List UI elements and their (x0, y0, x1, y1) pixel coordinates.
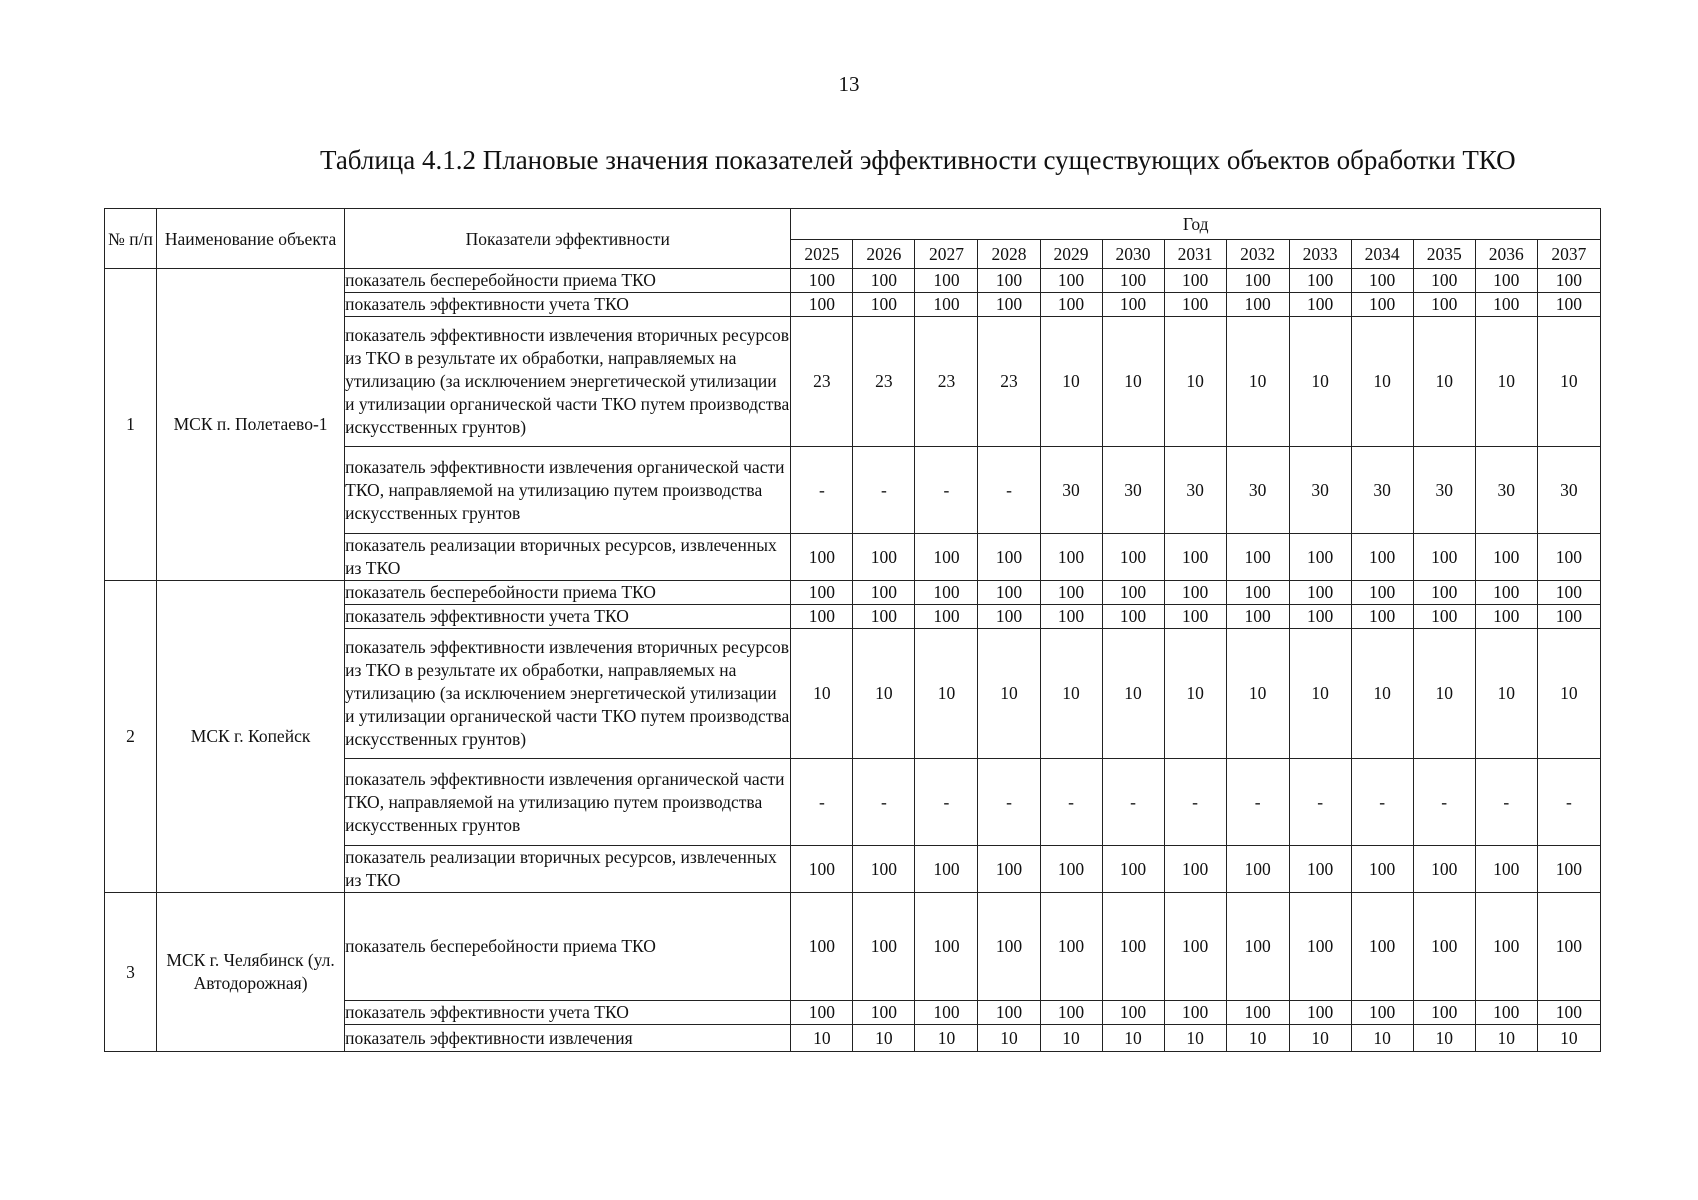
value-cell: 100 (1537, 581, 1600, 605)
year-header-2032: 2032 (1226, 240, 1289, 269)
value-cell: 10 (1102, 1025, 1164, 1052)
year-header-2030: 2030 (1102, 240, 1164, 269)
value-cell: 100 (1413, 846, 1475, 893)
value-cell: 10 (1413, 317, 1475, 447)
indicator-name: показатель эффективности учета ТКО (345, 1001, 791, 1025)
value-cell: 100 (915, 846, 978, 893)
value-cell: 10 (1475, 317, 1537, 447)
value-cell: 100 (915, 534, 978, 581)
value-cell: 100 (1040, 293, 1102, 317)
value-cell: - (853, 759, 915, 846)
value-cell: 30 (1289, 447, 1351, 534)
value-cell: - (915, 759, 978, 846)
value-cell: 100 (791, 1001, 853, 1025)
value-cell: 100 (1351, 269, 1413, 293)
indicator-name: показатель реализации вторичных ресурсов, извлеченных из ТКО (345, 534, 791, 581)
table-row (105, 893, 1601, 1001)
year-header-2033: 2033 (1289, 240, 1351, 269)
value-cell: 100 (1289, 581, 1351, 605)
value-cell: 100 (853, 293, 915, 317)
value-cell: 10 (1537, 317, 1600, 447)
value-cell: 100 (915, 893, 978, 1001)
value-cell: 100 (1537, 893, 1600, 1001)
value-cell: 100 (1413, 293, 1475, 317)
value-cell: 100 (1164, 581, 1226, 605)
value-cell: 100 (1164, 893, 1226, 1001)
value-cell: 100 (978, 293, 1040, 317)
value-cell: 30 (1413, 447, 1475, 534)
value-cell: 100 (1040, 605, 1102, 629)
value-cell: 10 (1289, 317, 1351, 447)
indicator-name: показатель эффективности извлечения вторичных ресурсов из ТКО в результате их обработки, направляемых на утилизацию (за исключением энергетической утилизации и утилизации органической части ТКО путем производства искусственных грунтов) (345, 317, 791, 447)
object-name: МСК п. Полетаево-1 (157, 269, 345, 581)
value-cell: 30 (1102, 447, 1164, 534)
year-header-2035: 2035 (1413, 240, 1475, 269)
value-cell: 100 (1164, 293, 1226, 317)
value-cell: 100 (1475, 581, 1537, 605)
value-cell: 30 (1164, 447, 1226, 534)
value-cell: 10 (1289, 629, 1351, 759)
value-cell: 100 (791, 893, 853, 1001)
value-cell: 100 (1413, 893, 1475, 1001)
value-cell: 100 (1040, 1001, 1102, 1025)
value-cell: 100 (853, 893, 915, 1001)
value-cell: 100 (1475, 893, 1537, 1001)
indicator-name: показатель эффективности извлечения (345, 1025, 791, 1052)
value-cell: 10 (1537, 1025, 1600, 1052)
object-name: МСК г. Копейск (157, 581, 345, 893)
value-cell: 100 (1537, 534, 1600, 581)
value-cell: 100 (1226, 846, 1289, 893)
value-cell: 100 (1102, 1001, 1164, 1025)
indicator-name: показатель эффективности учета ТКО (345, 605, 791, 629)
value-cell: - (1102, 759, 1164, 846)
value-cell: 100 (1413, 1001, 1475, 1025)
row-number: 1 (105, 269, 157, 581)
value-cell: 100 (1040, 846, 1102, 893)
header-year-group: Год (791, 209, 1601, 240)
value-cell: 30 (1475, 447, 1537, 534)
value-cell: 100 (1351, 534, 1413, 581)
value-cell: 100 (978, 846, 1040, 893)
value-cell: 10 (791, 629, 853, 759)
efficiency-table (104, 208, 1601, 1052)
value-cell: 100 (1475, 1001, 1537, 1025)
value-cell: 10 (1164, 317, 1226, 447)
value-cell: 10 (1040, 317, 1102, 447)
value-cell: 100 (1289, 846, 1351, 893)
value-cell: 100 (1289, 534, 1351, 581)
value-cell: 100 (1102, 605, 1164, 629)
year-header-2034: 2034 (1351, 240, 1413, 269)
value-cell: 10 (853, 1025, 915, 1052)
value-cell: 30 (1351, 447, 1413, 534)
year-header-2031: 2031 (1164, 240, 1226, 269)
value-cell: 100 (853, 269, 915, 293)
table-row (105, 269, 1601, 293)
value-cell: 100 (1475, 846, 1537, 893)
value-cell: - (1226, 759, 1289, 846)
value-cell: 100 (1164, 269, 1226, 293)
value-cell: - (791, 447, 853, 534)
value-cell: 10 (1102, 317, 1164, 447)
value-cell: 10 (1164, 629, 1226, 759)
value-cell: 10 (1226, 1025, 1289, 1052)
value-cell: 30 (1226, 447, 1289, 534)
value-cell: 100 (1537, 846, 1600, 893)
value-cell: 10 (1413, 629, 1475, 759)
value-cell: 10 (1351, 1025, 1413, 1052)
value-cell: 100 (1351, 293, 1413, 317)
value-cell: 100 (915, 293, 978, 317)
value-cell: 100 (1040, 893, 1102, 1001)
value-cell: 100 (1040, 269, 1102, 293)
value-cell: 100 (915, 1001, 978, 1025)
object-name: МСК г. Челябинск (ул. Автодорожная) (157, 893, 345, 1052)
value-cell: 100 (1226, 269, 1289, 293)
value-cell: - (1351, 759, 1413, 846)
value-cell: 100 (1413, 269, 1475, 293)
value-cell: 100 (1164, 846, 1226, 893)
value-cell: - (1164, 759, 1226, 846)
value-cell: 100 (1413, 605, 1475, 629)
value-cell: 30 (1040, 447, 1102, 534)
value-cell: 100 (853, 534, 915, 581)
value-cell: 100 (1289, 1001, 1351, 1025)
value-cell: 100 (1226, 534, 1289, 581)
value-cell: 100 (853, 605, 915, 629)
value-cell: 100 (1164, 1001, 1226, 1025)
table-row (105, 581, 1601, 605)
value-cell: 100 (978, 605, 1040, 629)
value-cell: 100 (1102, 893, 1164, 1001)
value-cell: 100 (1351, 605, 1413, 629)
value-cell: 100 (1351, 581, 1413, 605)
value-cell: - (1289, 759, 1351, 846)
value-cell: 100 (978, 581, 1040, 605)
value-cell: 100 (791, 581, 853, 605)
value-cell: 100 (1289, 893, 1351, 1001)
value-cell: 100 (791, 534, 853, 581)
value-cell: 10 (915, 1025, 978, 1052)
value-cell: 10 (915, 629, 978, 759)
value-cell: 100 (1537, 1001, 1600, 1025)
value-cell: 100 (978, 1001, 1040, 1025)
value-cell: 10 (1351, 317, 1413, 447)
value-cell: 10 (1040, 1025, 1102, 1052)
value-cell: 100 (1289, 269, 1351, 293)
value-cell: 100 (1351, 846, 1413, 893)
indicator-name: показатель эффективности извлечения органической части ТКО, направляемой на утилизацию путем производства искусственных грунтов (345, 447, 791, 534)
value-cell: 10 (1226, 629, 1289, 759)
value-cell: 100 (1226, 581, 1289, 605)
value-cell: 100 (1537, 605, 1600, 629)
year-header-2026: 2026 (853, 240, 915, 269)
table-caption: Таблица 4.1.2 Плановые значения показателей эффективности существующих объектов обработки ТКО (320, 145, 1516, 175)
value-cell: 100 (1537, 293, 1600, 317)
indicator-name: показатель бесперебойности приема ТКО (345, 581, 791, 605)
value-cell: 100 (915, 581, 978, 605)
value-cell: 10 (1475, 629, 1537, 759)
indicator-name: показатель реализации вторичных ресурсов, извлеченных из ТКО (345, 846, 791, 893)
indicator-name: показатель бесперебойности приема ТКО (345, 893, 791, 1001)
value-cell: - (915, 447, 978, 534)
year-header-2037: 2037 (1537, 240, 1600, 269)
value-cell: 10 (1413, 1025, 1475, 1052)
value-cell: 10 (1226, 317, 1289, 447)
value-cell: 100 (1102, 534, 1164, 581)
value-cell: 100 (791, 846, 853, 893)
value-cell: 10 (1164, 1025, 1226, 1052)
value-cell: 10 (978, 1025, 1040, 1052)
value-cell: 100 (1537, 269, 1600, 293)
value-cell: 30 (1537, 447, 1600, 534)
value-cell: 100 (1226, 293, 1289, 317)
header-indicators: Показатели эффективности (345, 209, 791, 269)
header-number: № п/п (105, 209, 157, 269)
value-cell: 100 (1102, 846, 1164, 893)
year-header-2027: 2027 (915, 240, 978, 269)
value-cell: 10 (978, 629, 1040, 759)
year-header-2025: 2025 (791, 240, 853, 269)
value-cell: 100 (853, 846, 915, 893)
value-cell: - (1537, 759, 1600, 846)
value-cell: 100 (1351, 893, 1413, 1001)
page-number: 13 (838, 72, 860, 96)
value-cell: 100 (791, 293, 853, 317)
indicator-name: показатель эффективности извлечения органической части ТКО, направляемой на утилизацию путем производства искусственных грунтов (345, 759, 791, 846)
value-cell: 10 (853, 629, 915, 759)
value-cell: - (978, 759, 1040, 846)
year-header-2036: 2036 (1475, 240, 1537, 269)
year-header-2029: 2029 (1040, 240, 1102, 269)
value-cell: 100 (853, 1001, 915, 1025)
value-cell: 100 (1475, 293, 1537, 317)
value-cell: 100 (1040, 534, 1102, 581)
indicator-name: показатель эффективности извлечения вторичных ресурсов из ТКО в результате их обработки, направляемых на утилизацию (за исключением энергетической утилизации и утилизации органической части ТКО путем производства искусственных грунтов) (345, 629, 791, 759)
value-cell: 10 (791, 1025, 853, 1052)
value-cell: 100 (978, 534, 1040, 581)
value-cell: - (791, 759, 853, 846)
value-cell: - (978, 447, 1040, 534)
value-cell: 100 (915, 269, 978, 293)
value-cell: 100 (1164, 605, 1226, 629)
value-cell: - (1040, 759, 1102, 846)
value-cell: 23 (978, 317, 1040, 447)
value-cell: 100 (1226, 893, 1289, 1001)
value-cell: 100 (1413, 534, 1475, 581)
value-cell: 100 (1164, 534, 1226, 581)
value-cell: - (1475, 759, 1537, 846)
value-cell: 23 (791, 317, 853, 447)
value-cell: 100 (1226, 1001, 1289, 1025)
value-cell: 100 (1351, 1001, 1413, 1025)
value-cell: 100 (1289, 293, 1351, 317)
value-cell: 100 (1475, 534, 1537, 581)
value-cell: 10 (1289, 1025, 1351, 1052)
row-number: 2 (105, 581, 157, 893)
year-header-2028: 2028 (978, 240, 1040, 269)
header-object: Наименование объекта (157, 209, 345, 269)
value-cell: 100 (1102, 269, 1164, 293)
value-cell: 100 (1102, 581, 1164, 605)
value-cell: 100 (853, 581, 915, 605)
row-number: 3 (105, 893, 157, 1052)
value-cell: 100 (1475, 605, 1537, 629)
value-cell: 100 (978, 269, 1040, 293)
value-cell: - (853, 447, 915, 534)
value-cell: 100 (978, 893, 1040, 1001)
value-cell: 100 (915, 605, 978, 629)
value-cell: 100 (1475, 269, 1537, 293)
value-cell: 100 (1040, 581, 1102, 605)
value-cell: 100 (1413, 581, 1475, 605)
value-cell: 100 (791, 605, 853, 629)
value-cell: 10 (1102, 629, 1164, 759)
value-cell: 10 (1537, 629, 1600, 759)
table-body (105, 269, 1601, 1052)
value-cell: 100 (1226, 605, 1289, 629)
value-cell: 10 (1351, 629, 1413, 759)
value-cell: 100 (1289, 605, 1351, 629)
indicator-name: показатель бесперебойности приема ТКО (345, 269, 791, 293)
value-cell: 10 (1040, 629, 1102, 759)
value-cell: 23 (915, 317, 978, 447)
value-cell: 23 (853, 317, 915, 447)
value-cell: 100 (791, 269, 853, 293)
value-cell: - (1413, 759, 1475, 846)
value-cell: 10 (1475, 1025, 1537, 1052)
value-cell: 100 (1102, 293, 1164, 317)
indicator-name: показатель эффективности учета ТКО (345, 293, 791, 317)
